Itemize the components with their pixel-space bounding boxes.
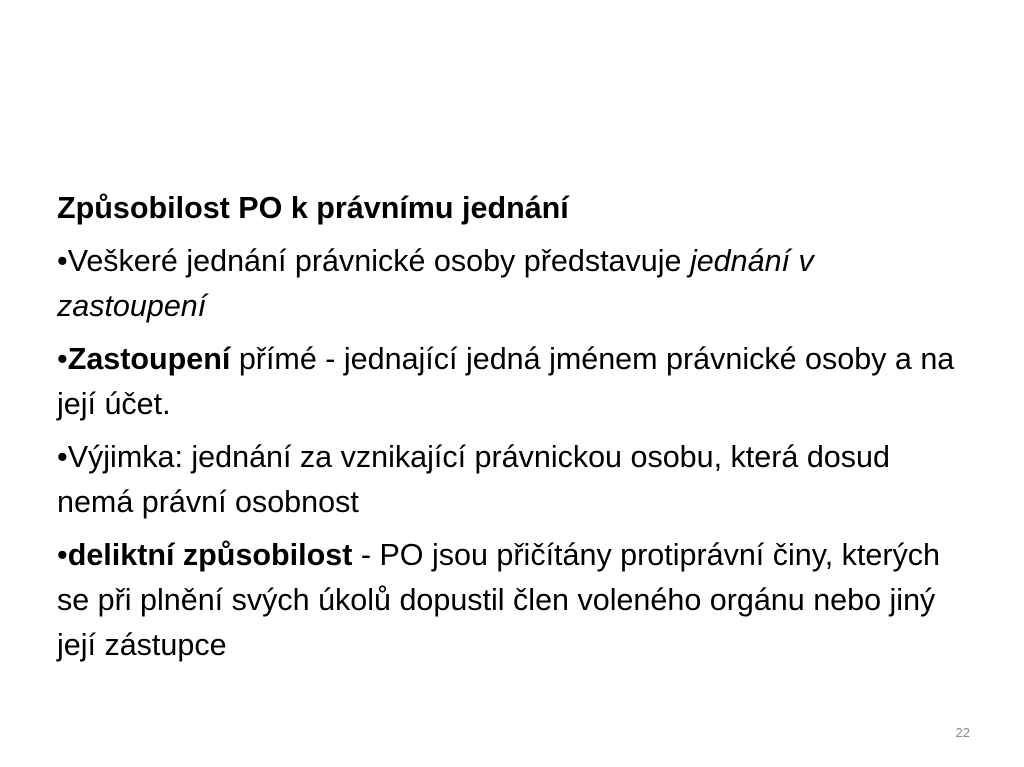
slide-content <box>57 186 957 676</box>
paragraph-text: Výjimka: jednání za vznikající právnickou osobu, která dosud nemá právní osobnost <box>57 440 890 519</box>
slide-number: 22 <box>955 725 970 740</box>
bullet-marker: • <box>57 244 68 278</box>
paragraph-italic-text: jednání v zastoupení <box>57 244 814 323</box>
bullet-marker: • <box>57 342 68 376</box>
bullet-paragraph-4 <box>57 533 957 668</box>
paragraph-text: Veškeré jednání právnické osoby představuje <box>67 244 690 278</box>
bullet-paragraph-2 <box>57 337 957 427</box>
bullet-paragraph-1 <box>57 239 957 329</box>
paragraph-text: přímé - jednající jedná jménem právnické osoby a na její účet. <box>57 342 955 421</box>
bullet-marker: • <box>57 440 68 474</box>
bullet-marker: • <box>57 538 68 572</box>
slide-heading: Způsobilost PO k právnímu jednání <box>57 191 569 225</box>
paragraph-bold-text: deliktní způsobilost <box>67 538 353 572</box>
paragraph-bold-text: Zastoupení <box>67 342 231 376</box>
bullet-paragraph-3 <box>57 435 957 525</box>
paragraph-text: - PO jsou přičítány protiprávní činy, kterých se při plnění svých úkolů dopustil člen voleného orgánu nebo jiný její zástupce <box>57 538 940 662</box>
